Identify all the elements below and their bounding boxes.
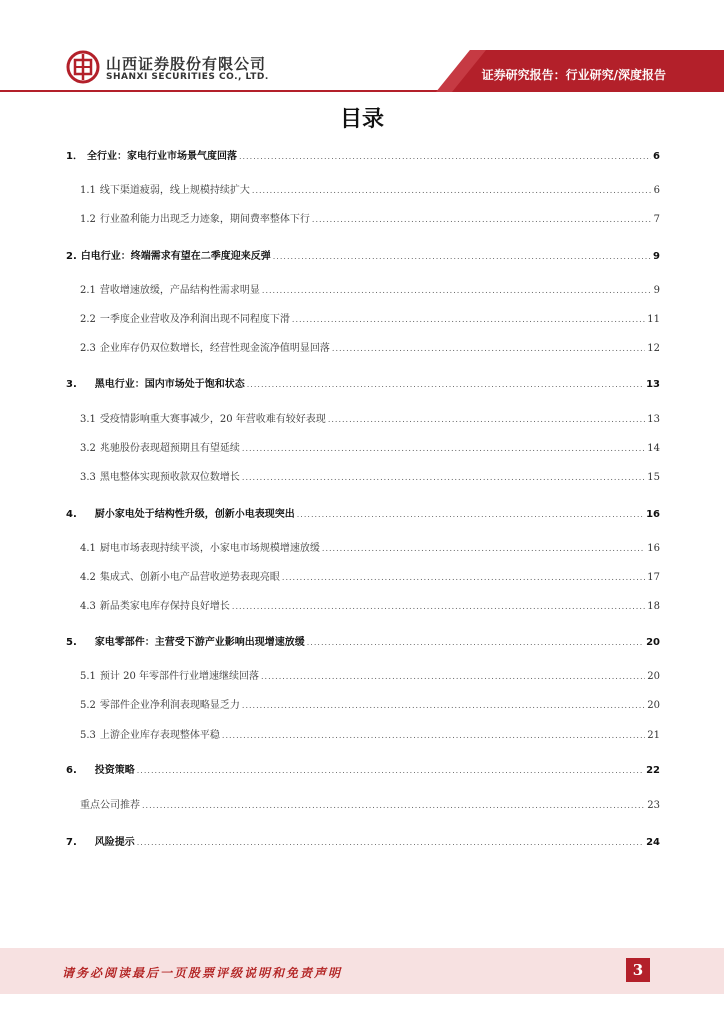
- toc-entry-number: 1．: [66, 151, 83, 162]
- toc-entry-page: 23: [647, 800, 660, 811]
- toc-subsection-entry[interactable]: [80, 799, 660, 813]
- toc-subsection-entry[interactable]: [80, 699, 660, 713]
- toc-subsection-entry[interactable]: [80, 670, 660, 684]
- toc-entry-number: 5.: [66, 637, 77, 648]
- toc-entry-title: 黑电整体实现预收款双位数增长: [99, 472, 240, 483]
- toc-entry-page: 14: [647, 443, 660, 454]
- toc-section-entry[interactable]: [66, 836, 660, 850]
- toc-entry-title: 黑电行业：国内市场处于饱和状态: [94, 379, 245, 390]
- toc-entry-page: 11: [647, 314, 660, 325]
- toc-entry-page: 24: [646, 837, 660, 848]
- toc-entry-number: 3.2: [80, 443, 96, 454]
- toc-entry-number: 5.3: [80, 730, 96, 741]
- toc-section-entry[interactable]: [66, 378, 660, 392]
- toc-entry-number: 2.1: [80, 285, 96, 296]
- toc-leader-dots: [137, 764, 644, 778]
- toc-entry-page: 7: [653, 214, 660, 225]
- toc-leader-dots: [242, 699, 645, 713]
- toc-entry-number: 2.: [66, 251, 77, 262]
- toc-entry-page: 22: [646, 765, 660, 776]
- toc-section-entry[interactable]: [66, 150, 660, 164]
- toc-leader-dots: [322, 542, 645, 556]
- toc-entry-number: 3.3: [80, 472, 96, 483]
- toc-entry-number: 3.: [66, 379, 77, 390]
- toc-entry-number: 5.1: [80, 671, 96, 682]
- toc-entry-page: 18: [647, 601, 660, 612]
- toc-entry-page: 6: [653, 151, 660, 162]
- toc-subsection-entry[interactable]: [80, 729, 660, 743]
- toc-section-entry[interactable]: [66, 250, 660, 264]
- toc-entry-number: 4.1: [80, 543, 96, 554]
- report-type-label: 证券研究报告：行业研究/深度报告: [481, 68, 666, 82]
- toc-entry-page: 20: [647, 700, 660, 711]
- page-number: 3: [626, 958, 650, 982]
- toc-entry-title: 家电零部件：主营受下游产业影响出现增速放缓: [94, 637, 305, 648]
- toc-entry-number: 1.2: [80, 214, 96, 225]
- toc-entry-title: 集成式、创新小电产品营收逆势表现亮眼: [99, 572, 280, 583]
- toc-entry-title: 白电行业：终端需求有望在二季度迎来反弹: [80, 251, 271, 262]
- toc-entry-title: 全行业：家电行业市场景气度回落: [86, 151, 237, 162]
- toc-entry-page: 13: [647, 414, 660, 425]
- company-name-cn: 山西证券股份有限公司: [106, 55, 267, 73]
- toc-entry-title: 重点公司推荐: [80, 800, 140, 811]
- toc-subsection-entry[interactable]: [80, 442, 660, 456]
- toc-leader-dots: [232, 600, 645, 614]
- toc-entry-title: 上游企业库存表现整体平稳: [99, 730, 220, 741]
- toc-entry-page: 6: [653, 185, 660, 196]
- toc-leader-dots: [297, 508, 644, 522]
- toc-entry-number: 4.2: [80, 572, 96, 583]
- toc-entry-title: 风险提示: [94, 837, 135, 848]
- toc-section-entry[interactable]: [66, 508, 660, 522]
- toc-entry-number: 2.2: [80, 314, 96, 325]
- toc-leader-dots: [247, 378, 644, 392]
- toc-section-entry[interactable]: [66, 764, 660, 778]
- toc-entry-number: 1.1: [80, 185, 96, 196]
- toc-entry-page: 9: [653, 285, 660, 296]
- toc-entry-number: 6.: [66, 765, 77, 776]
- toc-entry-page: 17: [647, 572, 660, 583]
- toc-entry-page: 9: [653, 251, 660, 262]
- toc-entry-page: 13: [646, 379, 660, 390]
- toc-leader-dots: [242, 471, 645, 485]
- toc-leader-dots: [137, 836, 644, 850]
- toc-subsection-entry[interactable]: [80, 571, 660, 585]
- toc-leader-dots: [273, 250, 651, 264]
- toc-leader-dots: [307, 636, 644, 650]
- toc-subsection-entry[interactable]: [80, 342, 660, 356]
- toc-leader-dots: [262, 284, 652, 298]
- page-header: [0, 0, 724, 96]
- toc-entry-page: 20: [647, 671, 660, 682]
- toc-leader-dots: [142, 799, 645, 813]
- toc-entry-number: 3.1: [80, 414, 96, 425]
- toc-entry-title: 行业盈利能力出现乏力迹象，期间费率整体下行: [99, 214, 310, 225]
- toc-leader-dots: [312, 213, 652, 227]
- toc-subsection-entry[interactable]: [80, 413, 660, 427]
- toc-subsection-entry[interactable]: [80, 284, 660, 298]
- page-title: 目录: [339, 107, 384, 132]
- toc-entry-title: 投资策略: [94, 765, 135, 776]
- toc-entry-number: 5.2: [80, 700, 96, 711]
- toc-subsection-entry[interactable]: [80, 213, 660, 227]
- toc-subsection-entry[interactable]: [80, 600, 660, 614]
- toc-entry-page: 15: [647, 472, 660, 483]
- toc-subsection-entry[interactable]: [80, 542, 660, 556]
- toc-entry-title: 一季度企业营收及净利润出现不同程度下滑: [99, 314, 290, 325]
- toc-entry-page: 20: [646, 637, 660, 648]
- company-logo-icon: [66, 50, 100, 84]
- toc-entry-title: 厨小家电处于结构性升级，创新小电表现突出: [94, 509, 295, 520]
- toc-entry-title: 新品类家电库存保持良好增长: [99, 601, 230, 612]
- toc-subsection-entry[interactable]: [80, 313, 660, 327]
- toc-entry-number: 4.: [66, 509, 77, 520]
- company-name-en: SHANXI SECURITIES CO., LTD.: [106, 72, 269, 82]
- toc-entry-page: 16: [647, 543, 660, 554]
- toc-entry-title: 零部件企业净利润表现略显乏力: [99, 700, 240, 711]
- toc-entry-number: 2.3: [80, 343, 96, 354]
- toc-leader-dots: [242, 442, 645, 456]
- toc-subsection-entry[interactable]: [80, 184, 660, 198]
- toc-leader-dots: [328, 413, 645, 427]
- toc-section-entry[interactable]: [66, 636, 660, 650]
- toc-entry-page: 21: [647, 730, 660, 741]
- toc-subsection-entry[interactable]: [80, 471, 660, 485]
- toc-entry-title: 线下渠道疲弱，线上规模持续扩大: [99, 185, 250, 196]
- toc-leader-dots: [252, 184, 652, 198]
- toc-leader-dots: [282, 571, 645, 585]
- toc-entry-title: 兆驰股份表现超预期且有望延续: [99, 443, 240, 454]
- toc-entry-page: 16: [646, 509, 660, 520]
- toc-entry-number: 7.: [66, 837, 77, 848]
- toc-entry-title: 受疫情影响重大赛事减少，20 年营收难有较好表现: [99, 414, 326, 425]
- toc-entry-page: 12: [647, 343, 660, 354]
- toc-entry-title: 企业库存仍双位数增长，经营性现金流净值明显回落: [99, 343, 330, 354]
- toc-entry-title: 厨电市场表现持续平淡，小家电市场规模增速放缓: [99, 543, 320, 554]
- toc-leader-dots: [332, 342, 645, 356]
- toc-entry-number: 4.3: [80, 601, 96, 612]
- toc-leader-dots: [239, 150, 651, 164]
- toc-leader-dots: [222, 729, 645, 743]
- toc-entry-title: 营收增速放缓，产品结构性需求明显: [99, 285, 260, 296]
- toc-entry-title: 预计 20 年零部件行业增速继续回落: [99, 671, 259, 682]
- page-footer: [0, 948, 724, 994]
- toc-leader-dots: [292, 313, 645, 327]
- toc-leader-dots: [261, 670, 645, 684]
- disclaimer-text: 请务必阅读最后一页股票评级说明和免责声明: [62, 966, 343, 980]
